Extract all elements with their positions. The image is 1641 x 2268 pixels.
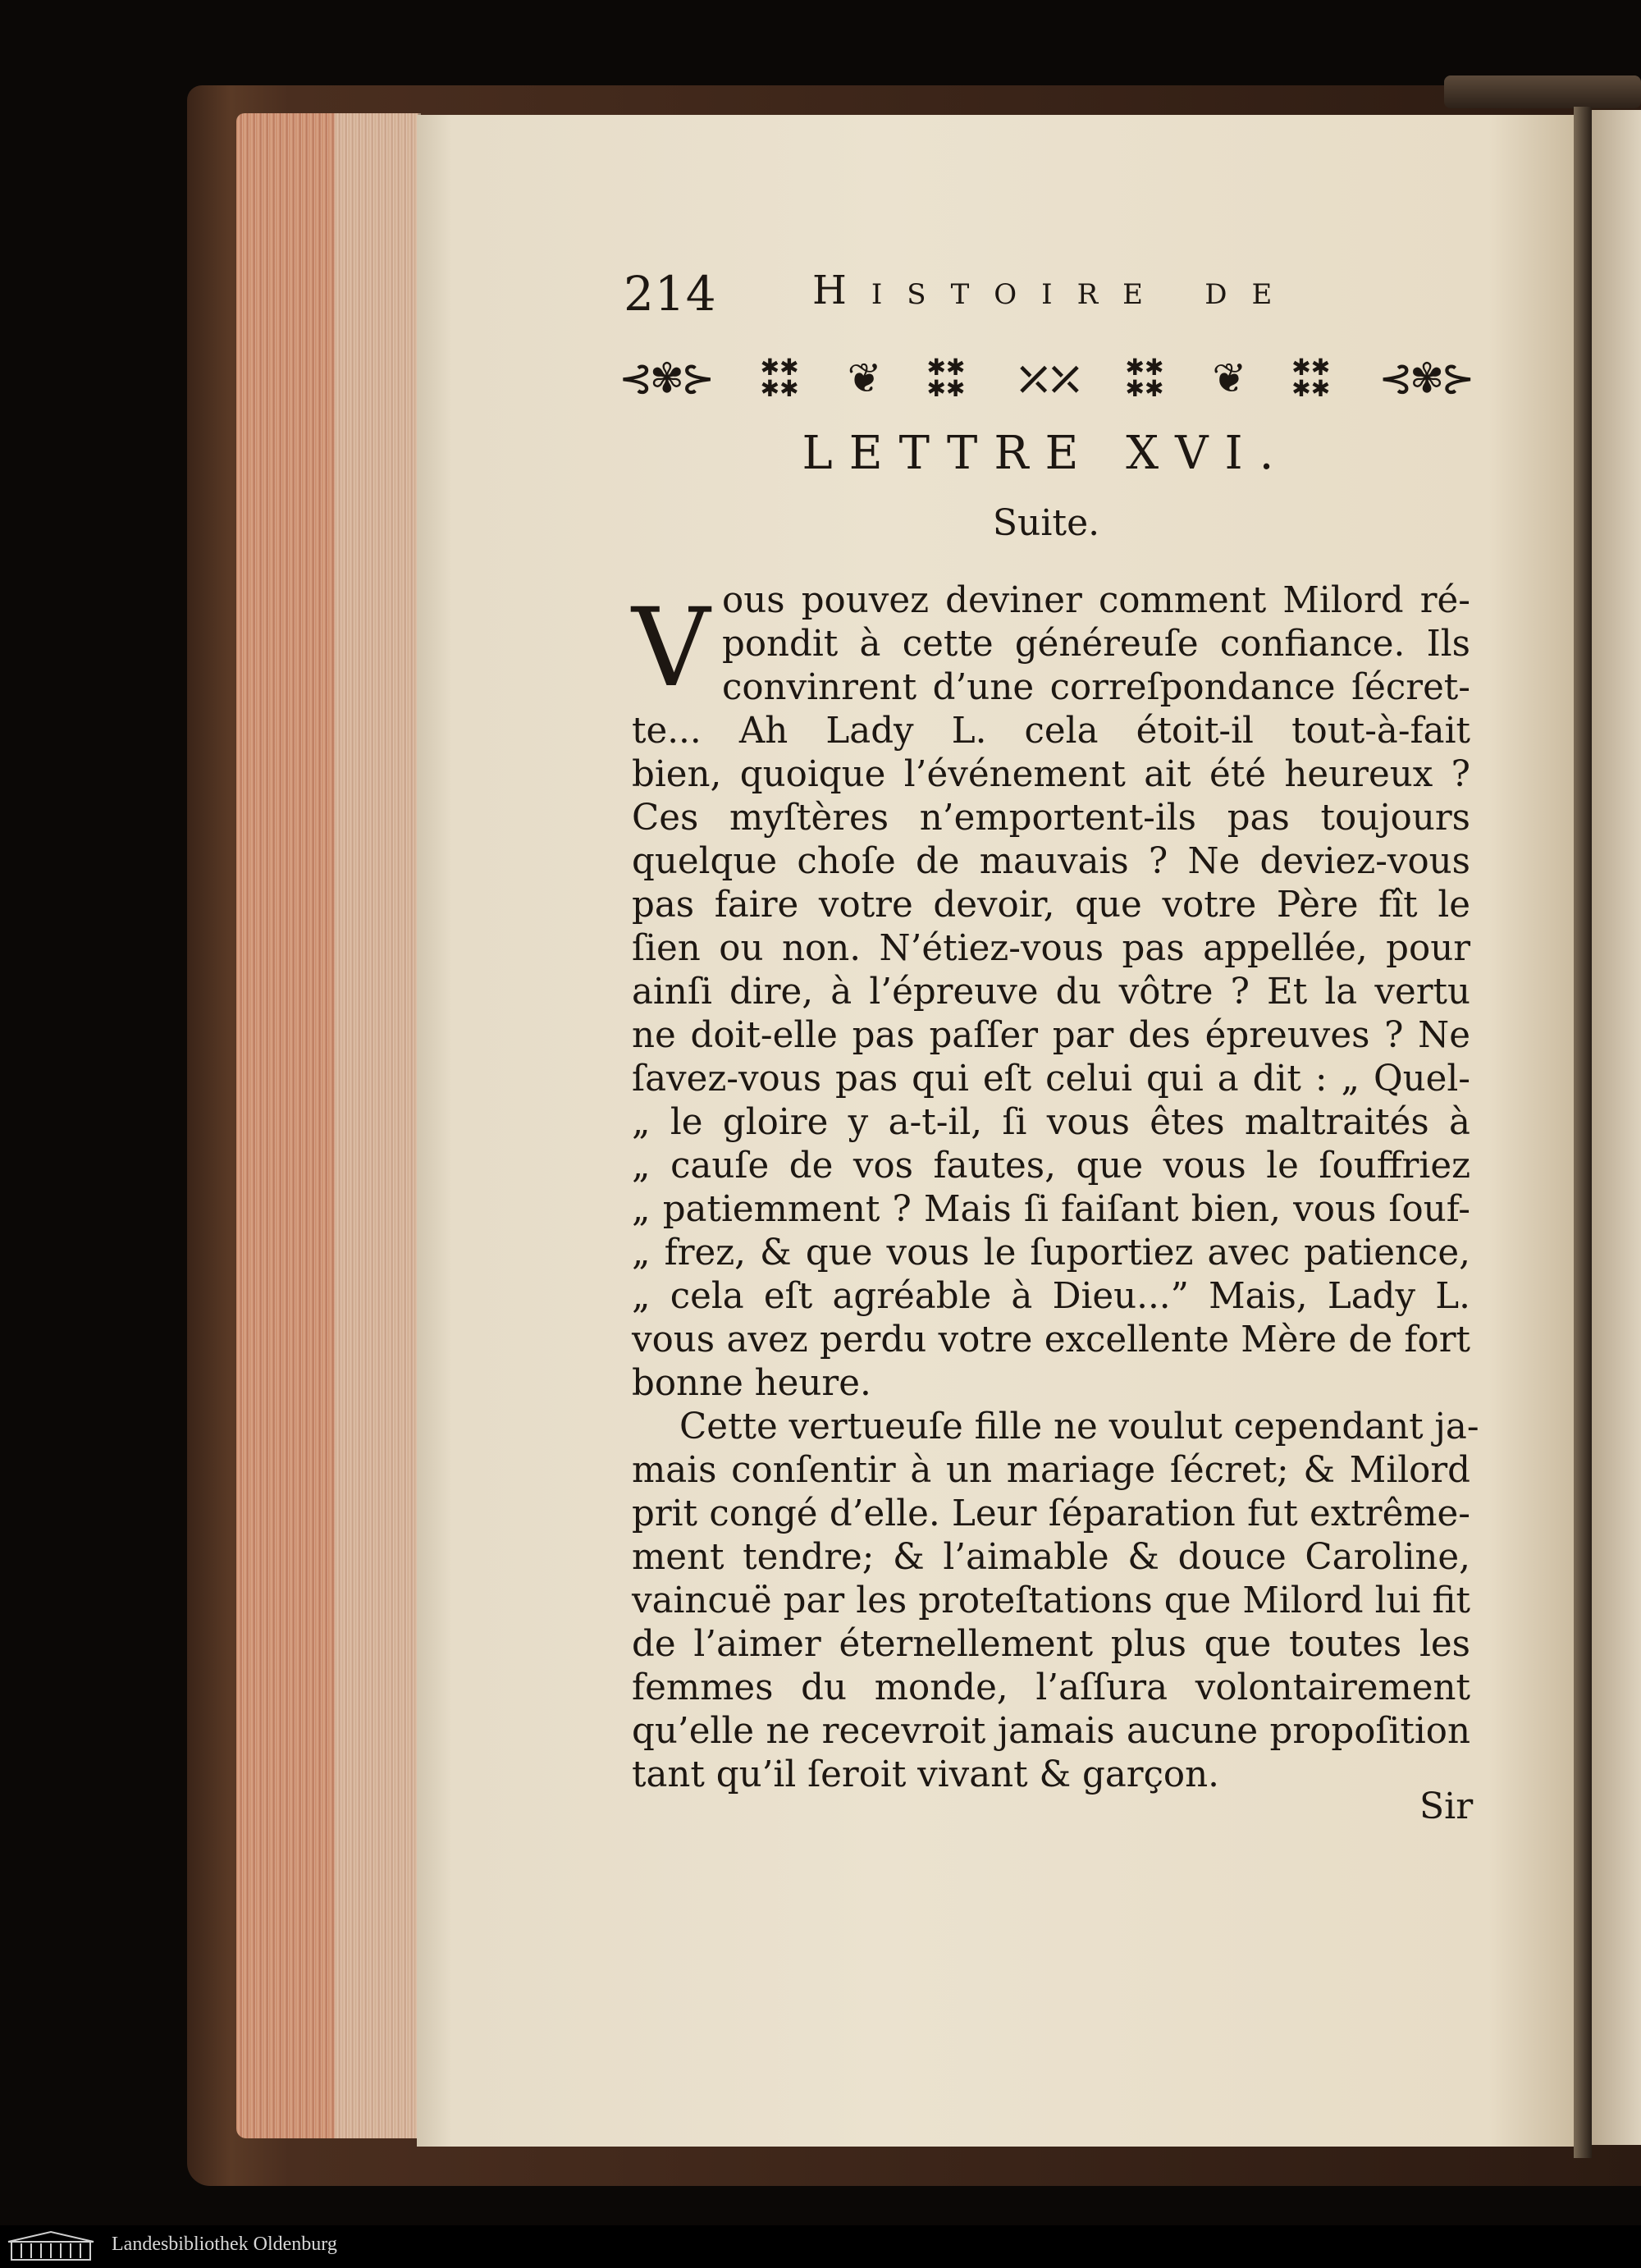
text-line: ous pouvez deviner comment Milord ré-	[722, 580, 1470, 621]
scroll-ornament-icon: ⊰✾⊱	[1378, 354, 1472, 402]
text-line: qu’elle ne recevroit jamais aucune propoſition	[632, 1711, 1470, 1752]
page-number: 214	[624, 266, 717, 322]
text-line: Cette vertueuſe fille ne voulut cependant ja-	[679, 1406, 1479, 1447]
book-gutter	[1574, 107, 1592, 2158]
text-line: mais conſentir à un mariage ſécret; & Milord	[632, 1450, 1470, 1491]
text-line: „ cela eſt agréable à Dieu...” Mais, Lady L.	[632, 1276, 1470, 1317]
scroll-ornament-icon: ⊰✾⊱	[619, 354, 712, 402]
text-line: ainſi dire, à l’épreuve du vôtre ? Et la vertu	[632, 972, 1470, 1013]
text-line: convinrent d’une correſpondance ſécret-	[722, 667, 1470, 708]
drop-cap: V	[632, 585, 711, 711]
text-line: tant qu’il ſeroit vivant & garçon.	[632, 1754, 1219, 1795]
text-line: ment tendre; & l’aimable & douce Caroline,	[632, 1537, 1470, 1578]
text-line: ſavez-vous pas qui eſt celui qui a dit : „ Quel-	[632, 1059, 1470, 1100]
library-label: Landesbibliothek Oldenburg	[112, 2234, 337, 2255]
text-line: vaincuë par les proteſtations que Milord lui fit	[632, 1580, 1470, 1621]
binding-strap	[1444, 75, 1641, 108]
catchword: Sir	[1419, 1786, 1474, 1827]
text-line: bonne heure.	[632, 1363, 871, 1404]
rosette-ornament-icon: ❦	[847, 354, 879, 402]
running-head	[624, 259, 1469, 322]
asterism-icon: ✱✱ ✱✱	[926, 354, 966, 402]
asterism-icon: ✱✱ ✱✱	[1291, 354, 1331, 402]
page-edges-highlight	[335, 113, 421, 2138]
text-line: „ frez, & que vous le ſuportiez avec patience,	[632, 1232, 1470, 1273]
text-line: vous avez perdu votre excellente Mère de fort	[632, 1319, 1470, 1360]
asterism-icon: ✱✱ ✱✱	[1125, 354, 1164, 402]
text-line: „ cauſe de vos fautes, que vous le ſouffriez	[632, 1145, 1470, 1187]
text-line: pas faire votre devoir, que votre Père fît le	[632, 885, 1470, 926]
text-line: Ces myſtères n’emportent-ils pas toujours	[632, 798, 1470, 839]
library-building-icon	[5, 2230, 97, 2263]
body-text	[632, 579, 1479, 1797]
text-line: „ le gloire y a-t-il, ſi vous êtes maltraités à	[632, 1102, 1470, 1143]
letter-title: LETTRE XVI.	[802, 427, 1291, 480]
text-line: quelque choſe de mauvais ? Ne deviez-vous	[632, 841, 1470, 882]
header-ornament	[619, 350, 1472, 407]
text-line: de l’aimer éternellement plus que toutes les	[632, 1624, 1470, 1665]
running-title: Histoire de	[812, 267, 1297, 313]
text-line: ne doit-elle pas paſſer par des épreuves ? Ne	[632, 1015, 1470, 1056]
text-line: „ patiemment ? Mais ſi faiſant bien, vous ſouf-	[632, 1189, 1470, 1230]
text-line: prit congé d’elle. Leur ſéparation fut extrême-	[632, 1493, 1470, 1534]
rosette-ornament-icon: ❦	[1212, 354, 1244, 402]
asterism-icon: ✱✱ ✱✱	[760, 354, 799, 402]
crossed-ornament-icon: ⤫⤫	[1013, 350, 1077, 406]
text-line: femmes du monde, l’aſſura volontairement	[632, 1667, 1470, 1708]
text-line: te... Ah Lady L. cela étoit-il tout-à-fait	[632, 711, 1470, 752]
text-line: pondit à cette généreuſe confiance. Ils	[722, 624, 1470, 665]
right-page-edge	[1592, 110, 1641, 2145]
text-line: bien, quoique l’événement ait été heureux ?	[632, 754, 1470, 795]
text-line: ſien ou non. N’étiez-vous pas appellée, pour	[632, 928, 1470, 969]
letter-subtitle: Suite.	[992, 502, 1100, 544]
